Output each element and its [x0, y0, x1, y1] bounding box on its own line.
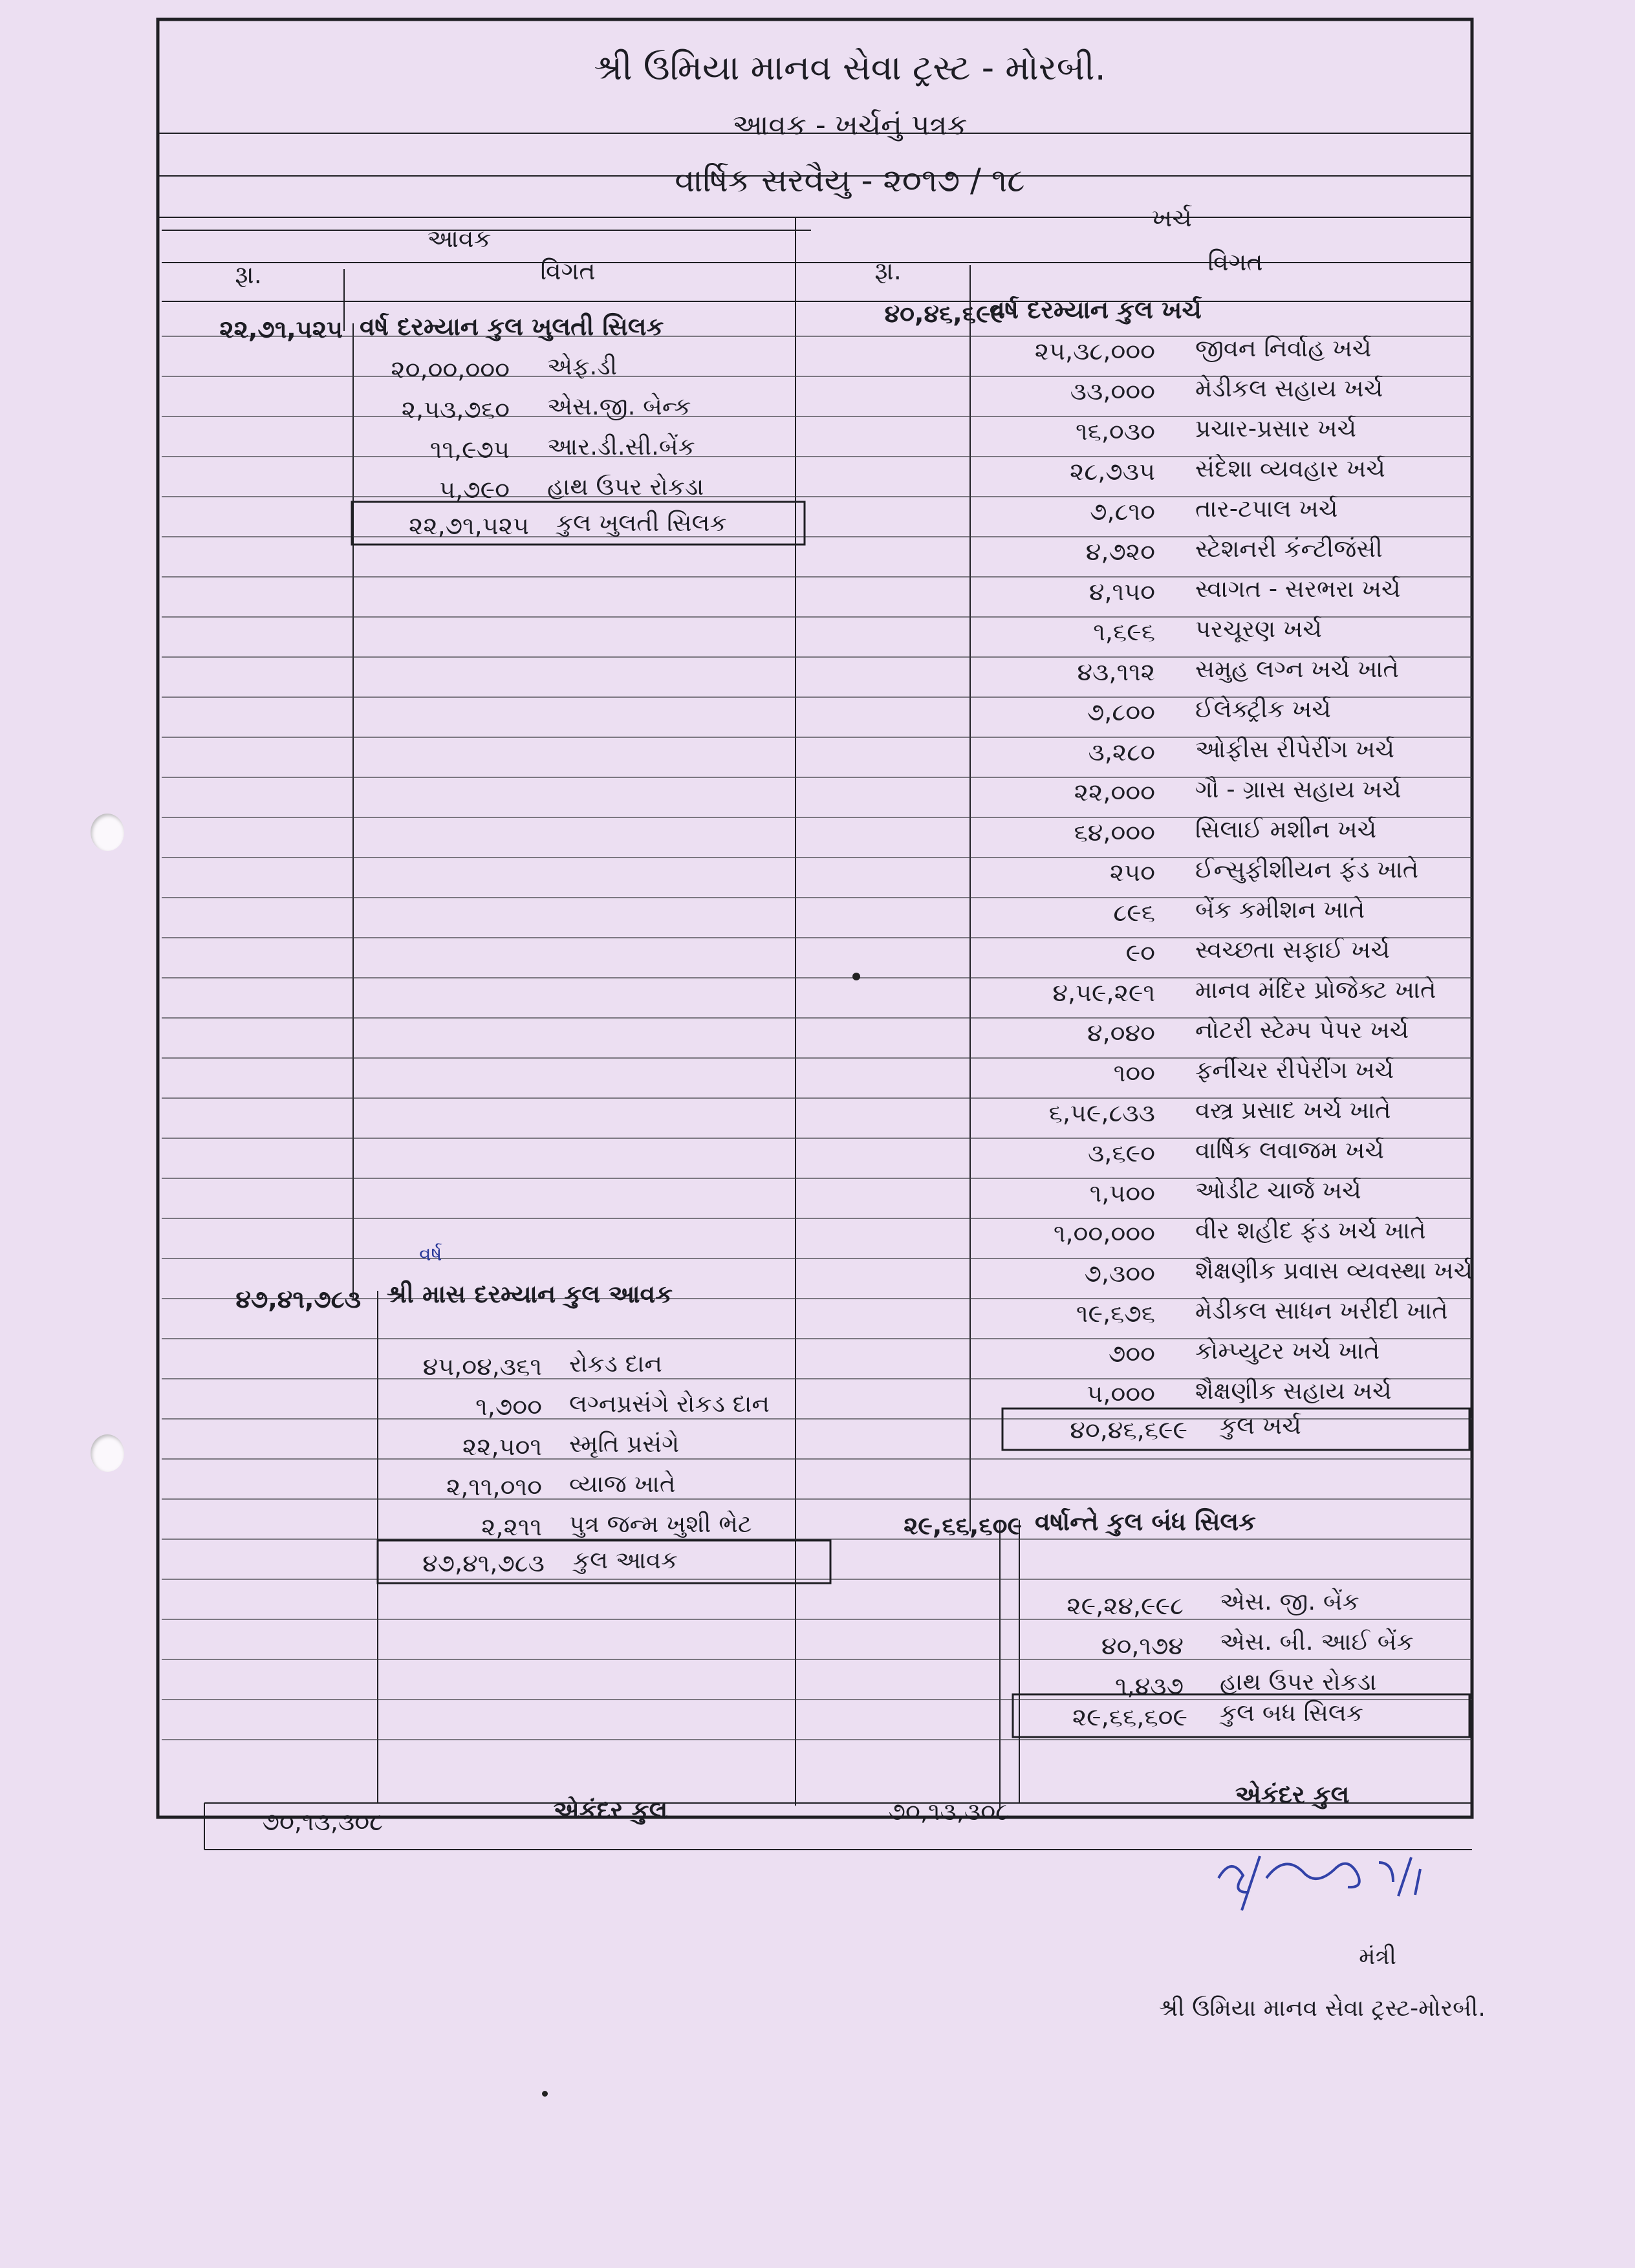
expense-total-label: કુલ ખર્ચ [1220, 1412, 1301, 1440]
punch-hole-top [91, 814, 124, 851]
receipts-amount: ૪૭,૪૧,૭૮૩ [235, 1285, 361, 1313]
expense-grand-total-label: એકંદર કુલ [1235, 1780, 1350, 1809]
opening-balance-label: વર્ષ દરમ્યાન કુલ ખુલતી સિલક [360, 312, 664, 341]
closing-balance-label: વર્ષાન્તે કુલ બંધ સિલક [1035, 1507, 1256, 1536]
trust-title: શ્રી ઉમિયા માનવ સેવા ટ્રસ્ટ - મોરબી. [594, 47, 1106, 88]
income-column-header: આવક [427, 224, 492, 253]
income-detail-header: વિગત [540, 257, 596, 285]
expense-item-amount: ૪,૫૯,૨૯૧ [1052, 978, 1155, 1007]
opening-item-amount: ૨૦,૦૦,૦૦૦ [391, 355, 510, 383]
ink-dot-bottom [542, 2091, 548, 2097]
expense-item-label: વાર્ષિક લવાજમ ખર્ચ [1195, 1136, 1385, 1164]
receipts-item-label: પુત્ર જન્મ ખુશી ભેટ [569, 1510, 752, 1538]
expense-item-amount: ૬,૫૯,૮૩૩ [1048, 1099, 1155, 1127]
opening-item-label: આર.ડી.સી.બેંક [547, 433, 695, 460]
receipts-item-amount: ૧,૭૦૦ [475, 1392, 542, 1421]
expense-item-amount: ૩૩,૦૦૦ [1070, 377, 1155, 405]
receipts-item-label: લગ્નપ્રસંગે રોકડ દાન [569, 1390, 770, 1418]
expense-item-label: પ્રચાર-પ્રસાર ખર્ચ [1195, 415, 1357, 442]
opening-total-amount: ૨૨,૭૧,૫૨૫ [408, 512, 529, 540]
expense-item-amount: ૨૫૦ [1109, 858, 1155, 887]
signatory-organization: શ્રી ઉમિયા માનવ સેવા ટ્રસ્ટ-મોરબી. [1159, 1995, 1486, 2022]
receipts-total-label: કુલ આવક [573, 1546, 678, 1574]
opening-balance-amount: ૨૨,૭૧,૫૨૫ [219, 315, 343, 343]
receipts-item-amount: ૨,૨૧૧ [481, 1513, 542, 1541]
expense-main-amount: ૪૦,૪૬,૬૯૯ [884, 299, 1005, 328]
expense-item-amount: ૧,૫૦૦ [1089, 1179, 1155, 1207]
expense-item-amount: ૮૯૬ [1113, 898, 1155, 927]
expense-item-label: જીવન નિર્વાહ ખર્ચ [1195, 334, 1372, 362]
expense-item-label: ઓડીટ ચાર્જ ખર્ચ [1195, 1176, 1361, 1204]
closing-item-amount: ૪૦,૧૭૪ [1101, 1632, 1184, 1660]
expense-item-amount: ૪,૦૪૦ [1087, 1019, 1155, 1047]
expense-item-label: બેંક કમીશન ખાતે [1195, 896, 1365, 923]
receipts-item-amount: ૨,૧૧,૦૧૦ [446, 1473, 542, 1501]
expense-item-amount: ૨૮,૭૩૫ [1070, 457, 1155, 486]
expense-item-label: શૈક્ષણીક સહાય ખર્ચ [1195, 1377, 1392, 1405]
expense-item-amount: ૭,૮૦૦ [1087, 698, 1155, 726]
income-grand-total-label: એકંદર કુલ [553, 1796, 668, 1824]
opening-item-amount: ૫,૭૯૦ [439, 475, 510, 504]
punch-hole-bottom [91, 1434, 124, 1472]
expense-item-label: વસ્ત્ર પ્રસાદ ખર્ચ ખાતે [1195, 1096, 1391, 1124]
expense-item-label: સ્વચ્છતા સફાઈ ખર્ચ [1195, 936, 1390, 964]
receipts-total-amount: ૪૭,૪૧,૭૮૩ [422, 1549, 545, 1577]
expense-item-label: વીર શહીદ ફંડ ખર્ચ ખાતે [1195, 1216, 1426, 1244]
expense-item-label: માનવ મંદિર પ્રોજેક્ટ ખાતે [1195, 976, 1436, 1004]
signatory-designation: મંત્રી [1359, 1943, 1396, 1970]
expense-item-label: ગૌ - ગ્રાસ સહાય ખર્ચ [1195, 775, 1402, 803]
expense-item-label: સિલાઈ મશીન ખર્ચ [1195, 815, 1377, 843]
closing-total-amount: ૨૯,૬૬,૬૦૯ [1072, 1703, 1187, 1731]
expense-item-label: નોટરી સ્ટેમ્પ પેપર ખર્ચ [1195, 1016, 1409, 1044]
statement-subtitle: આવક - ખર્ચનું પત્રક [732, 109, 968, 142]
expense-item-amount: ૧,૦૦,૦૦૦ [1053, 1219, 1155, 1247]
expense-item-amount: ૭,૩૦૦ [1084, 1259, 1155, 1288]
opening-total-label: કુલ ખુલતી સિલક [556, 509, 727, 537]
expense-column-header: ખર્ચ [1152, 204, 1192, 232]
expense-item-label: ઈલેક્ટ્રીક ખર્ચ [1195, 695, 1331, 723]
expense-item-label: મેડીકલ સહાય ખર્ચ [1195, 374, 1383, 402]
closing-total-label: કુલ બધ સિલક [1220, 1699, 1363, 1727]
expense-grand-total-amount: ૭૦,૧૩,૩૦૮ [888, 1797, 1009, 1826]
receipts-label: શ્રી માસ દરમ્યાન કુલ આવક [387, 1280, 673, 1308]
expense-main-label: વર્ષ દરમ્યાન કુલ ખર્ચ [990, 296, 1202, 324]
expense-item-label: પરચૂરણ ખર્ચ [1195, 615, 1322, 643]
expense-item-amount: ૭૦૦ [1108, 1339, 1155, 1368]
income-grand-total-amount: ૭૦,૧૩,૩૦૮ [262, 1808, 383, 1836]
expense-item-amount: ૨૫,૩૮,૦૦૦ [1034, 337, 1155, 365]
expense-detail-header: વિગત [1207, 248, 1263, 276]
expense-item-label: શૈક્ષણીક પ્રવાસ વ્યવસ્થા ખર્ચ [1195, 1257, 1473, 1284]
expense-item-amount: ૧૬,૦૩૦ [1075, 417, 1155, 446]
expense-item-label: સમુહ લગ્ન ખર્ચ ખાતે [1195, 655, 1399, 683]
expense-item-label: સંદેશા વ્યવહાર ખર્ચ [1195, 455, 1385, 482]
expense-item-amount: ૫,૦૦૦ [1087, 1379, 1155, 1408]
expense-item-label: તાર-ટપાલ ખર્ચ [1195, 495, 1338, 523]
closing-balance-amount: ૨૯,૬૬,૬૦૯ [904, 1511, 1022, 1540]
expense-item-amount: ૭,૮૧૦ [1090, 497, 1155, 526]
opening-item-label: એસ.જી. બેન્ક [547, 393, 691, 420]
expense-item-amount: ૨૨,૦૦૦ [1074, 778, 1155, 806]
closing-item-amount: ૧,૪૩૭ [1115, 1672, 1184, 1700]
expense-item-label: સ્વાગત - સરભરા ખર્ચ [1195, 575, 1401, 603]
expense-item-amount: ૪૩,૧૧૨ [1077, 658, 1155, 686]
receipts-item-label: સ્મૃતિ પ્રસંગે [569, 1430, 680, 1458]
expense-item-amount: ૬૪,૦૦૦ [1074, 818, 1155, 847]
signature-scribble [1218, 1856, 1420, 1910]
receipts-item-amount: ૪૫,૦૪,૩૬૧ [422, 1352, 542, 1381]
income-amount-header: રૂા. [235, 261, 262, 289]
expense-item-label: કોમ્પ્યુટર ખર્ચ ખાતે [1195, 1337, 1380, 1365]
ink-dot-middle [852, 973, 860, 980]
statement-period: વાર્ષિક સરવૈયુ - ૨૦૧૭ / ૧૮ [675, 162, 1025, 199]
opening-item-amount: ૧૧,૯૭૫ [429, 435, 510, 464]
expense-item-label: ફર્નીચર રીપેરીંગ ખર્ચ [1195, 1056, 1394, 1084]
receipts-item-label: રોકડ દાન [569, 1350, 662, 1377]
expense-item-label: સ્ટેશનરી કંન્ટીજંસી [1195, 535, 1383, 563]
opening-item-label: એફ.ડી [547, 352, 618, 380]
expense-item-amount: ૩,૬૯૦ [1087, 1139, 1155, 1167]
expense-item-label: ઓફીસ રીપેરીંગ ખર્ચ [1195, 735, 1395, 763]
receipts-item-label: વ્યાજ ખાતે [569, 1470, 676, 1498]
closing-item-label: હાથ ઉપર રોકડા [1220, 1668, 1377, 1696]
handwritten-correction: વર્ષ [419, 1243, 442, 1266]
expense-item-amount: ૧૯,૬૭૬ [1076, 1299, 1155, 1328]
opening-item-label: હાથ ઉપર રોકડા [547, 473, 704, 501]
expense-total-amount: ૪૦,૪૬,૬૯૯ [1070, 1416, 1187, 1444]
expense-item-amount: ૧૦૦ [1113, 1059, 1155, 1087]
opening-item-amount: ૨,૫૩,૭૬૦ [401, 395, 510, 424]
expense-item-label: મેડીકલ સાધન ખરીદી ખાતે [1195, 1297, 1448, 1324]
closing-item-label: એસ. બી. આઈ બેંક [1220, 1628, 1414, 1656]
expense-item-amount: ૯૦ [1125, 938, 1155, 967]
expense-item-amount: ૪,૭૨૦ [1085, 537, 1155, 566]
expense-amount-header: રૂા. [874, 257, 902, 285]
expense-item-label: ઈન્સુફીશીયન ફંડ ખાતે [1195, 856, 1419, 883]
closing-item-label: એસ. જી. બેંક [1220, 1588, 1359, 1615]
expense-item-amount: ૪,૧૫૦ [1088, 578, 1155, 606]
closing-item-amount: ૨૯,૨૪,૯૯૮ [1067, 1592, 1184, 1620]
receipts-item-amount: ૨૨,૫૦૧ [462, 1432, 542, 1461]
expense-item-amount: ૩,૨૮૦ [1088, 738, 1155, 766]
expense-item-amount: ૧,૬૯૬ [1093, 618, 1155, 646]
